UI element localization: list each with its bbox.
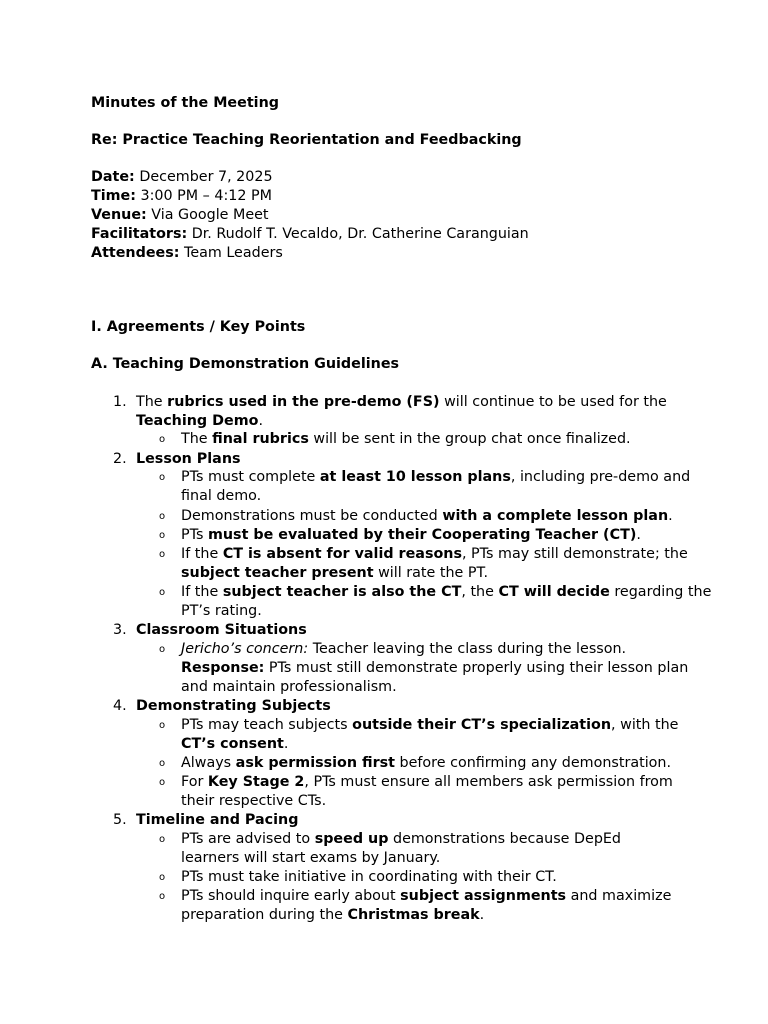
sub-bullet-text: final demo. <box>181 488 262 504</box>
sub-bullet-text: If the CT is absent for valid reasons, PTs may still demonstrate; the <box>181 546 688 562</box>
list-item-heading: Lesson Plans <box>136 451 241 467</box>
bullet-icon: o <box>159 511 166 522</box>
bullet-icon: o <box>159 549 166 560</box>
bullet-icon: o <box>159 644 166 655</box>
subject-line: Re: Practice Teaching Reorientation and Feedbacking <box>91 132 522 148</box>
bullet-icon: o <box>159 758 166 769</box>
bullet-icon: o <box>159 434 166 445</box>
list-number: 4. <box>113 698 127 714</box>
meta-attendees: Attendees: Team Leaders <box>91 245 283 261</box>
sub-bullet-text: PTs may teach subjects outside their CT’s specialization, with the <box>181 717 679 733</box>
sub-bullet-text: subject teacher present will rate the PT. <box>181 565 489 581</box>
subsection-heading: A. Teaching Demonstration Guidelines <box>91 356 400 372</box>
list-number: 2. <box>113 451 127 467</box>
list-number: 5. <box>113 812 127 828</box>
bullet-icon: o <box>159 891 166 902</box>
bullet-icon: o <box>159 530 166 541</box>
meta-venue: Venue: Via Google Meet <box>91 207 269 223</box>
sub-bullet-text: PTs should inquire early about subject assignments and maximize <box>181 888 672 904</box>
bullet-icon: o <box>159 472 166 483</box>
sub-bullet-text: PTs must take initiative in coordinating with their CT. <box>181 869 557 885</box>
sub-bullet-text: The final rubrics will be sent in the group chat once finalized. <box>181 431 631 447</box>
sub-bullet-text: learners will start exams by January. <box>181 850 441 866</box>
sub-bullet-text: Always ask permission first before confirming any demonstration. <box>181 755 672 771</box>
sub-bullet-text: their respective CTs. <box>181 793 327 809</box>
list-item-heading: Timeline and Pacing <box>136 812 299 828</box>
bullet-icon: o <box>159 872 166 883</box>
sub-bullet-text: Jericho’s concern: Teacher leaving the class during the lesson. <box>181 641 627 657</box>
list-item-text: The rubrics used in the pre-demo (FS) will continue to be used for the <box>136 394 667 410</box>
list-number: 1. <box>113 394 127 410</box>
sub-bullet-text: PTs must complete at least 10 lesson plans, including pre-demo and <box>181 469 691 485</box>
sub-bullet-text: PTs are advised to speed up demonstrations because DepEd <box>181 831 622 847</box>
sub-bullet-text: PTs must be evaluated by their Cooperating Teacher (CT). <box>181 527 641 543</box>
sub-bullet-text: Demonstrations must be conducted with a complete lesson plan. <box>181 508 673 524</box>
sub-bullet-text: For Key Stage 2, PTs must ensure all members ask permission from <box>181 774 673 790</box>
list-number: 3. <box>113 622 127 638</box>
sub-bullet-text: Response: PTs must still demonstrate properly using their lesson plan <box>181 660 689 676</box>
meta-date: Date: December 7, 2025 <box>91 169 273 185</box>
bullet-icon: o <box>159 777 166 788</box>
sub-bullet-text: preparation during the Christmas break. <box>181 907 485 923</box>
sub-bullet-text: and maintain professionalism. <box>181 679 397 695</box>
sub-bullet-text: CT’s consent. <box>181 736 289 752</box>
section-heading: I. Agreements / Key Points <box>91 319 306 335</box>
bullet-icon: o <box>159 587 166 598</box>
list-item-heading: Classroom Situations <box>136 622 307 638</box>
document-title: Minutes of the Meeting <box>91 95 279 111</box>
sub-bullet-text: If the subject teacher is also the CT, the CT will decide regarding the <box>181 584 712 600</box>
list-item-text: Teaching Demo. <box>136 413 263 429</box>
bullet-icon: o <box>159 720 166 731</box>
meta-time: Time: 3:00 PM – 4:12 PM <box>91 188 272 204</box>
list-item-heading: Demonstrating Subjects <box>136 698 331 714</box>
meta-facilitators: Facilitators: Dr. Rudolf T. Vecaldo, Dr. Catherine Caranguian <box>91 226 529 242</box>
bullet-icon: o <box>159 834 166 845</box>
sub-bullet-text: PT’s rating. <box>181 603 262 619</box>
